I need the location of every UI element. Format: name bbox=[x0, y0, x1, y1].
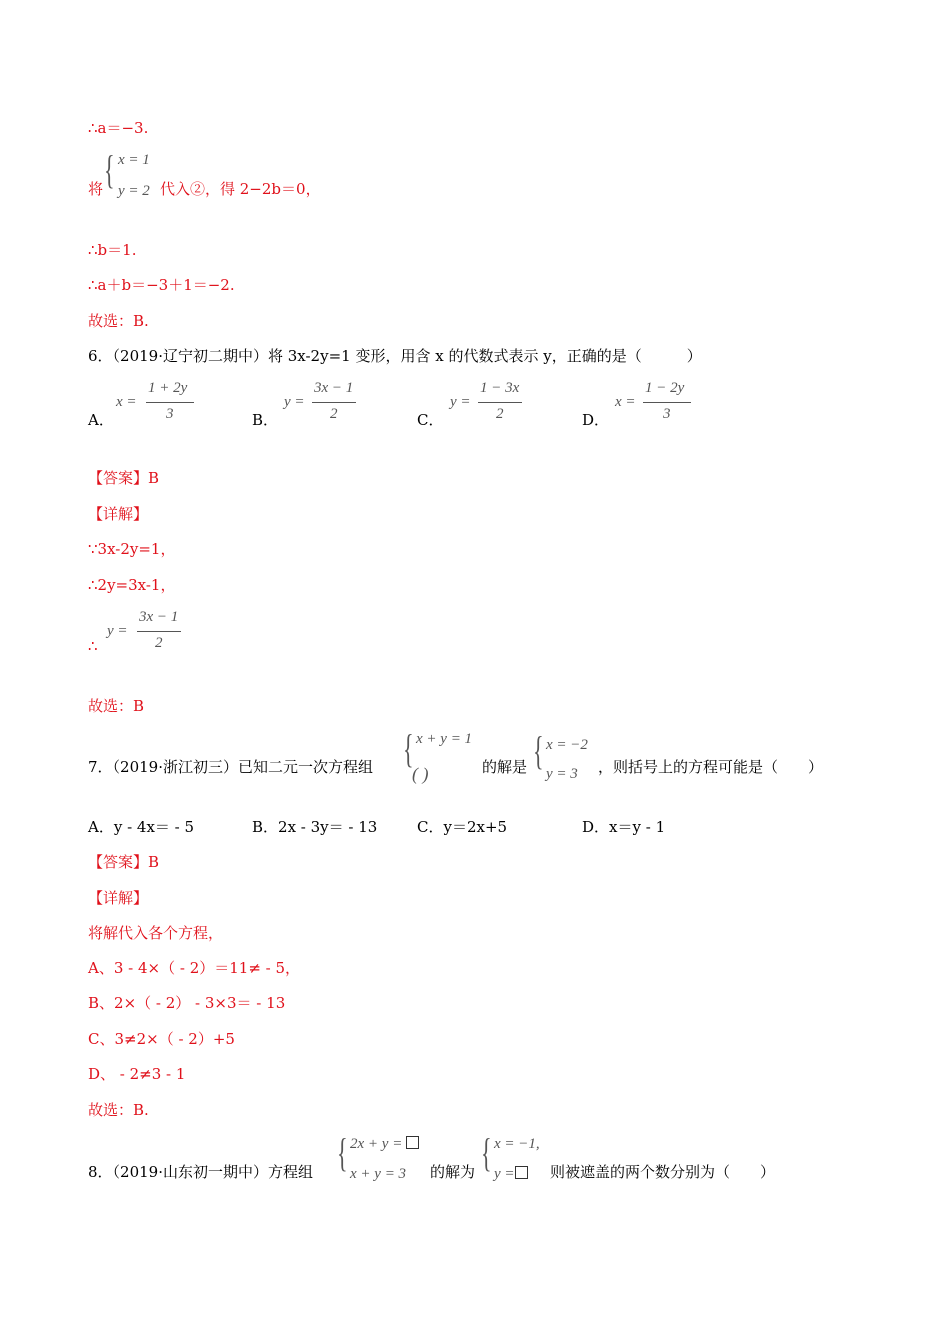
q7-stem-c: ，则括号上的方程可能是（ ） bbox=[598, 758, 824, 776]
prev-line-sum: ∴a＋b＝−3＋1＝−2. bbox=[88, 276, 235, 294]
q6-option-d-label: D． bbox=[582, 411, 610, 429]
q8-sys-eq1: 2x + y = bbox=[350, 1136, 419, 1153]
q8-solution-brace: { bbox=[481, 1130, 492, 1175]
prev-sub-suffix: 代入②，得 2−2b＝0， bbox=[160, 180, 321, 198]
q6-step-2: ∴2y=3x-1， bbox=[88, 576, 176, 594]
q6-detail-title: 【详解】 bbox=[88, 505, 149, 523]
lhs: x = bbox=[116, 394, 137, 410]
q7-option-a: A．y - 4x＝ - 5 bbox=[88, 818, 195, 836]
q7-detail-d: D、 - 2≠3 - 1 bbox=[88, 1065, 186, 1083]
q6-step-3-prefix: ∴ bbox=[88, 637, 98, 655]
q7-option-d: D．x＝y - 1 bbox=[582, 818, 666, 836]
prev-sys-x: x = 1 bbox=[118, 152, 150, 168]
q7-detail-title: 【详解】 bbox=[88, 889, 149, 907]
q6-option-b-label: B． bbox=[252, 411, 279, 429]
q7-detail-a: A、3 - 4×（ - 2）＝11≠ - 5， bbox=[88, 959, 301, 977]
q8-stem-c: 则被遮盖的两个数分别为（ ） bbox=[550, 1163, 776, 1181]
q7-option-b: B．2x - 3y＝ - 13 bbox=[252, 818, 378, 836]
q6-stem: 6．（2019·辽宁初二期中）将 3x-2y=1 变形，用含 x 的代数式表示 y，正确的是（ ） bbox=[88, 347, 702, 365]
prev-sub-prefix: 将 bbox=[88, 180, 104, 198]
covered-square-icon bbox=[406, 1136, 419, 1149]
q7-sol-x: x = −2 bbox=[546, 737, 588, 753]
system-brace: { bbox=[104, 147, 115, 192]
q7-option-c: C．y＝2x+5 bbox=[417, 818, 508, 836]
q7-choose: 故选：B. bbox=[88, 1101, 149, 1119]
q8-stem-a: 8．（2019·山东初一期中）方程组 bbox=[88, 1163, 313, 1181]
q7-answer: 【答案】B bbox=[88, 853, 160, 871]
q8-stem-b: 的解为 bbox=[430, 1163, 476, 1181]
q7-detail-c: C、3≠2×（ - 2）+5 bbox=[88, 1030, 235, 1048]
q8-sys-eq2: x + y = 3 bbox=[350, 1166, 407, 1182]
q8-sol-y: y = bbox=[494, 1166, 528, 1183]
q8-sol-x: x = −1, bbox=[494, 1136, 540, 1152]
q7-solution-brace: { bbox=[533, 728, 544, 773]
q7-stem-a: 7．（2019·浙江初三）已知二元一次方程组 bbox=[88, 758, 373, 776]
q7-sys-eq1: x + y = 1 bbox=[416, 731, 473, 747]
q7-stem-b: 的解是 bbox=[482, 758, 528, 776]
prev-choose: 故选：B. bbox=[88, 312, 149, 330]
q8-system-brace: { bbox=[337, 1130, 348, 1175]
prev-line-a: ∴a＝−3. bbox=[88, 119, 149, 137]
q6-option-a-label: A． bbox=[88, 411, 114, 429]
q6-option-c-label: C． bbox=[417, 411, 444, 429]
q7-detail-b: B、2×（ - 2） - 3×3＝ - 13 bbox=[88, 994, 286, 1012]
q6-answer: 【答案】B bbox=[88, 469, 160, 487]
q7-detail-intro: 将解代入各个方程， bbox=[88, 924, 224, 942]
numerator: 1 + 2y bbox=[148, 380, 188, 396]
prev-line-b: ∴b＝1. bbox=[88, 241, 137, 259]
covered-square-icon bbox=[515, 1166, 528, 1179]
q6-choose: 故选：B bbox=[88, 697, 145, 715]
denominator: 3 bbox=[166, 406, 174, 422]
q6-step-1: ∵3x-2y=1， bbox=[88, 540, 176, 558]
prev-sys-y: y = 2 bbox=[118, 183, 150, 199]
q7-system-brace: { bbox=[403, 726, 414, 771]
q7-sol-y: y = 3 bbox=[546, 766, 578, 782]
q7-sys-eq2: ( ) bbox=[412, 764, 429, 784]
